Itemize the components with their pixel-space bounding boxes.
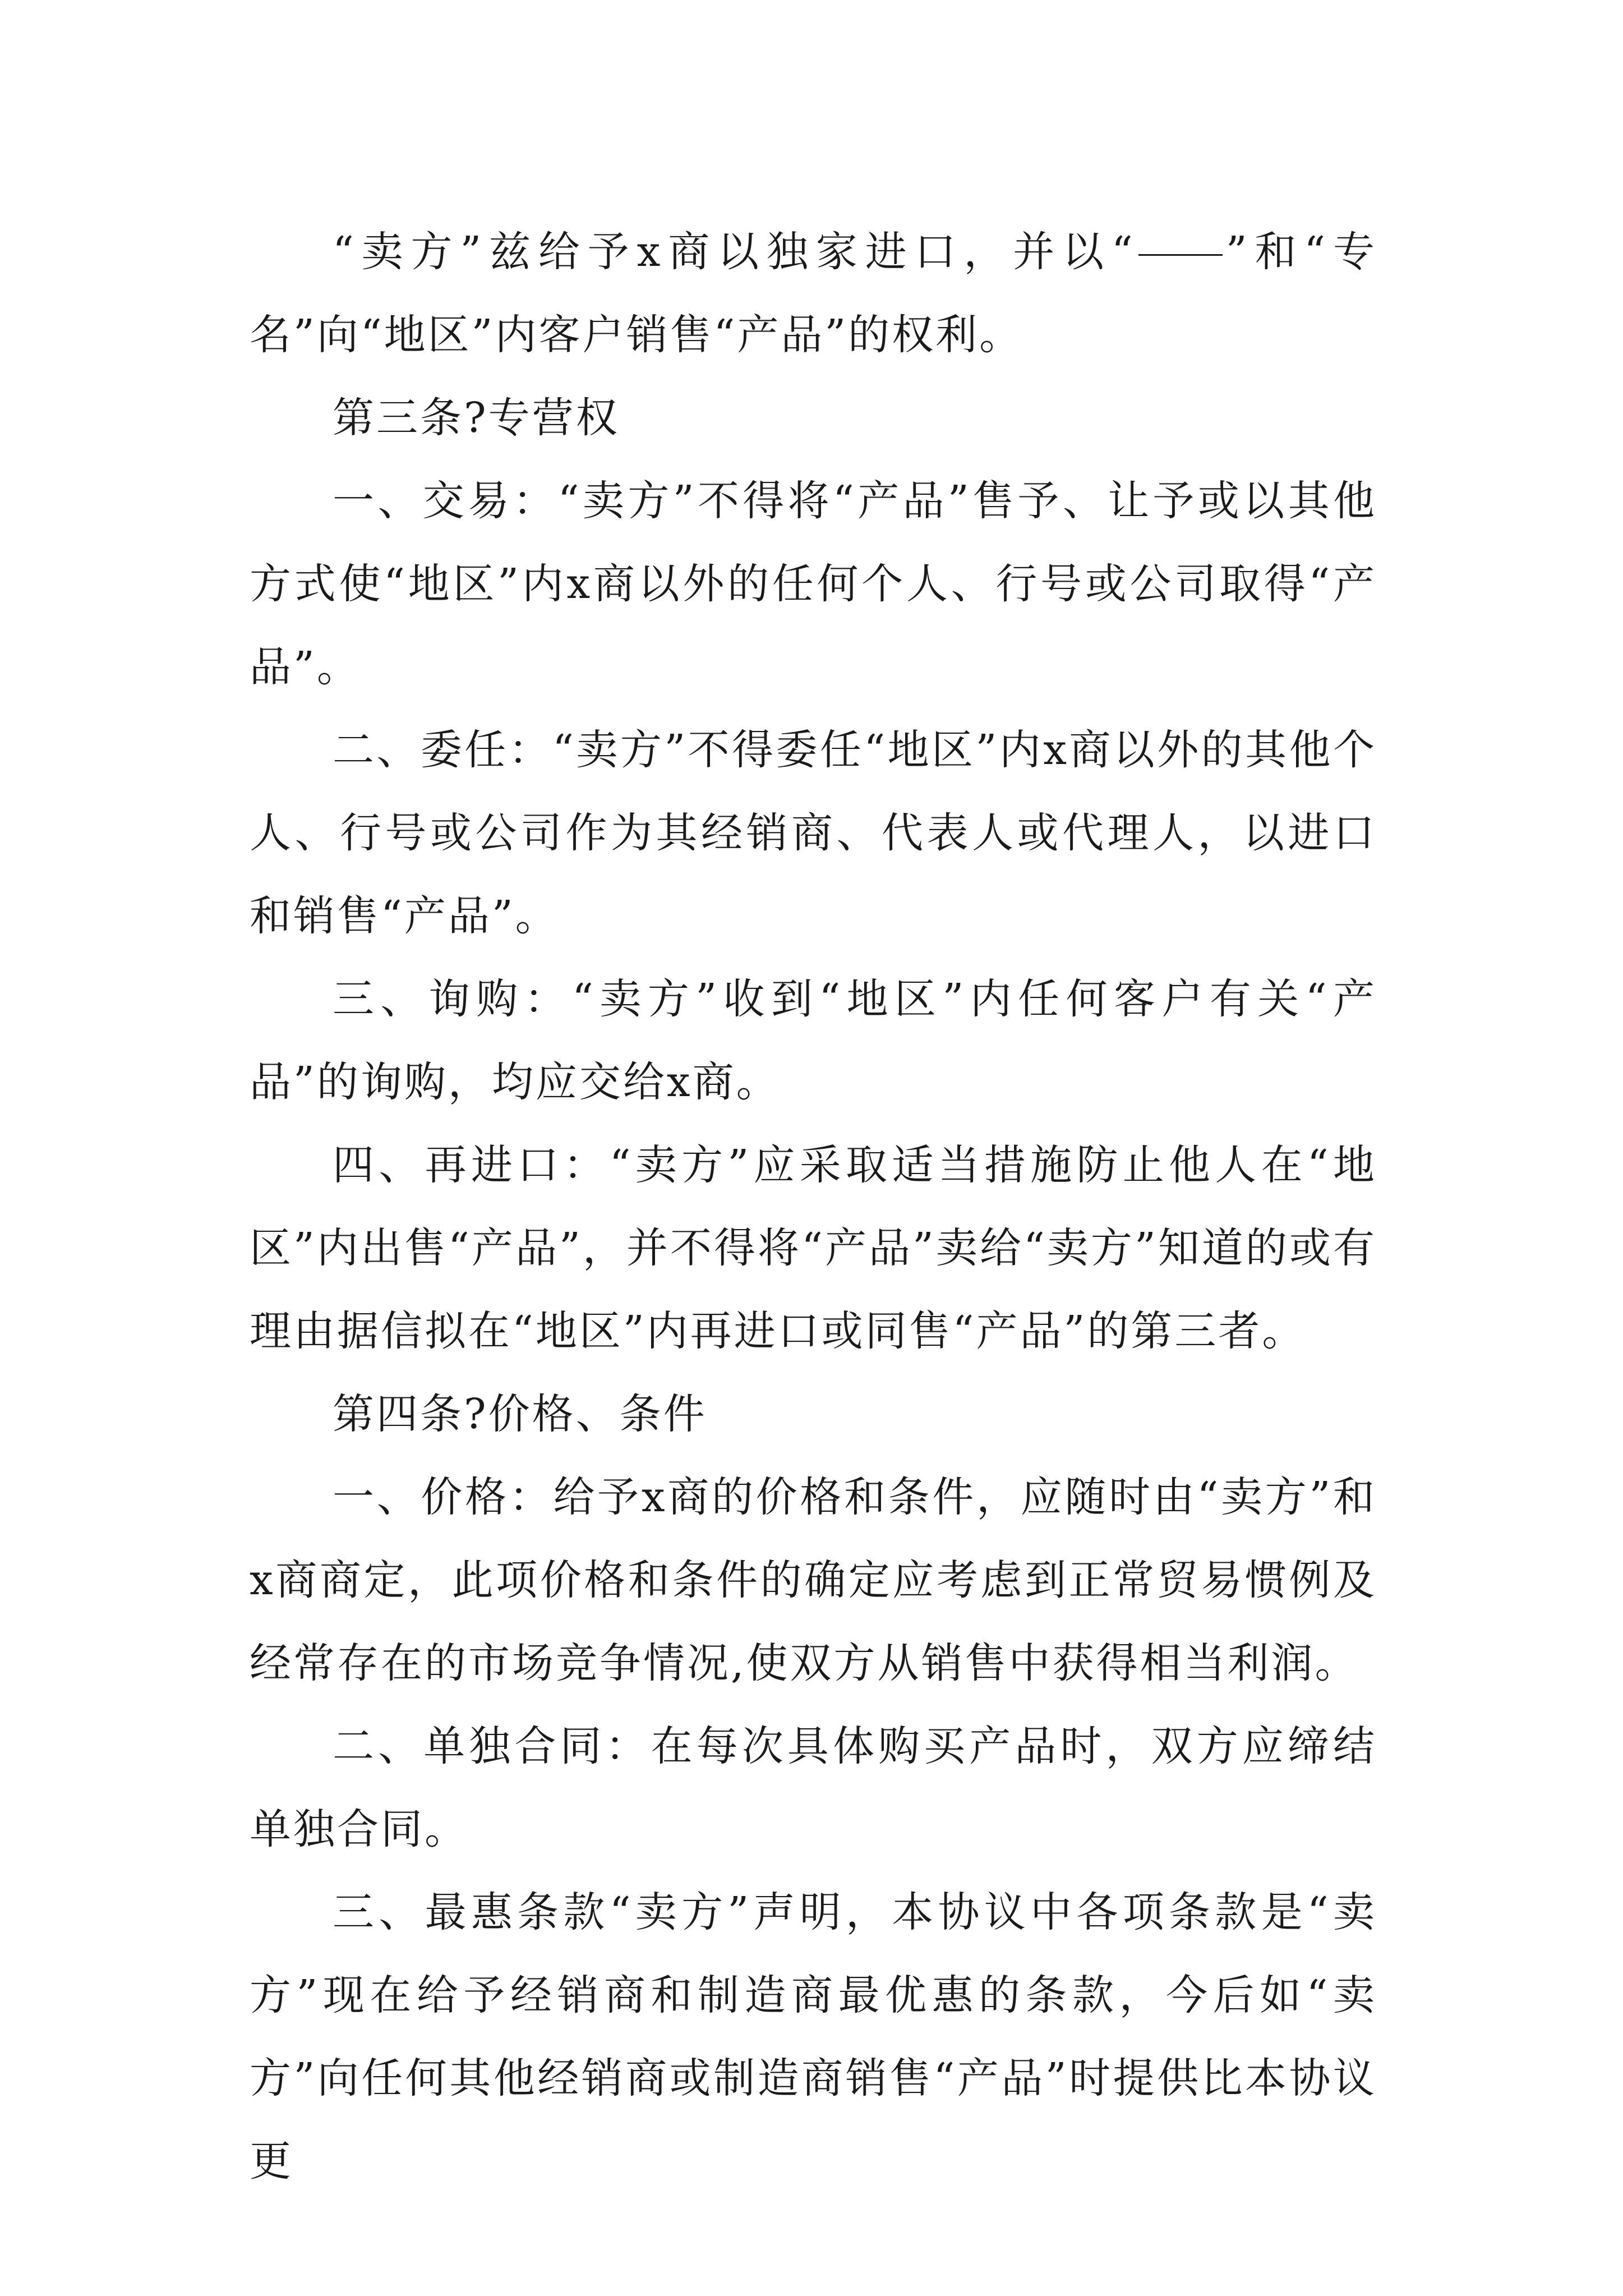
article-3-heading: 第三条?专营权: [333, 394, 620, 442]
clause-transaction: 一、交易：“卖方”不得将“产品”售予、让予或以其他方式使“地区”内x商以外的任何个人、行号或公司取得“产品”。: [250, 477, 1377, 691]
clause-price: 一、价格：给予x商的价格和条件，应随时由“卖方”和x商商定，此项价格和条件的确定应考虑到正常贸易惯例及经常存在的市场竞争情况,使双方从销售中获得相当利润。: [250, 1473, 1377, 1687]
clause-appointment: 二、委任：“卖方”不得委任“地区”内x商以外的其他个人、行号或公司作为其经销商、代表人或代理人，以进口和销售“产品”。: [250, 726, 1377, 940]
paragraph-text-part-1: “卖方”兹给予x商以独家进口，并以“: [333, 228, 1135, 276]
article-4-heading: 第四条?价格、条件: [333, 1390, 707, 1438]
clause-inquiry: 三、询购：“卖方”收到“地区”内任何客户有关“产品”的询购，均应交给x商。: [250, 975, 1377, 1106]
paragraph-grant-exclusive-rights: [250, 210, 1377, 376]
clause-separate-contract: 二、单独合同：在每次具体购买产品时，双方应缔结单独合同。: [250, 1722, 1377, 1853]
clause-most-favored: 三、最惠条款“卖方”声明，本协议中各项条款是“卖方”现在给予经销商和制造商最优惠的条款，今后如“卖方”向任何其他经销商或制造商销售“产品”时提供比本协议更: [250, 1888, 1377, 2185]
fill-in-blank: [1138, 254, 1223, 256]
document-body: [250, 210, 1377, 2203]
paragraph-text-part-2: ”和“专名”向“地区”内客户销售“产品”的权利。: [250, 228, 1377, 359]
clause-reimport: 四、再进口：“卖方”应采取适当措施防止他人在“地区”内出售“产品”，并不得将“产品”卖给“卖方”知道的或有理由据信拟在“地区”内再进口或同售“产品”的第三者。: [250, 1141, 1377, 1355]
